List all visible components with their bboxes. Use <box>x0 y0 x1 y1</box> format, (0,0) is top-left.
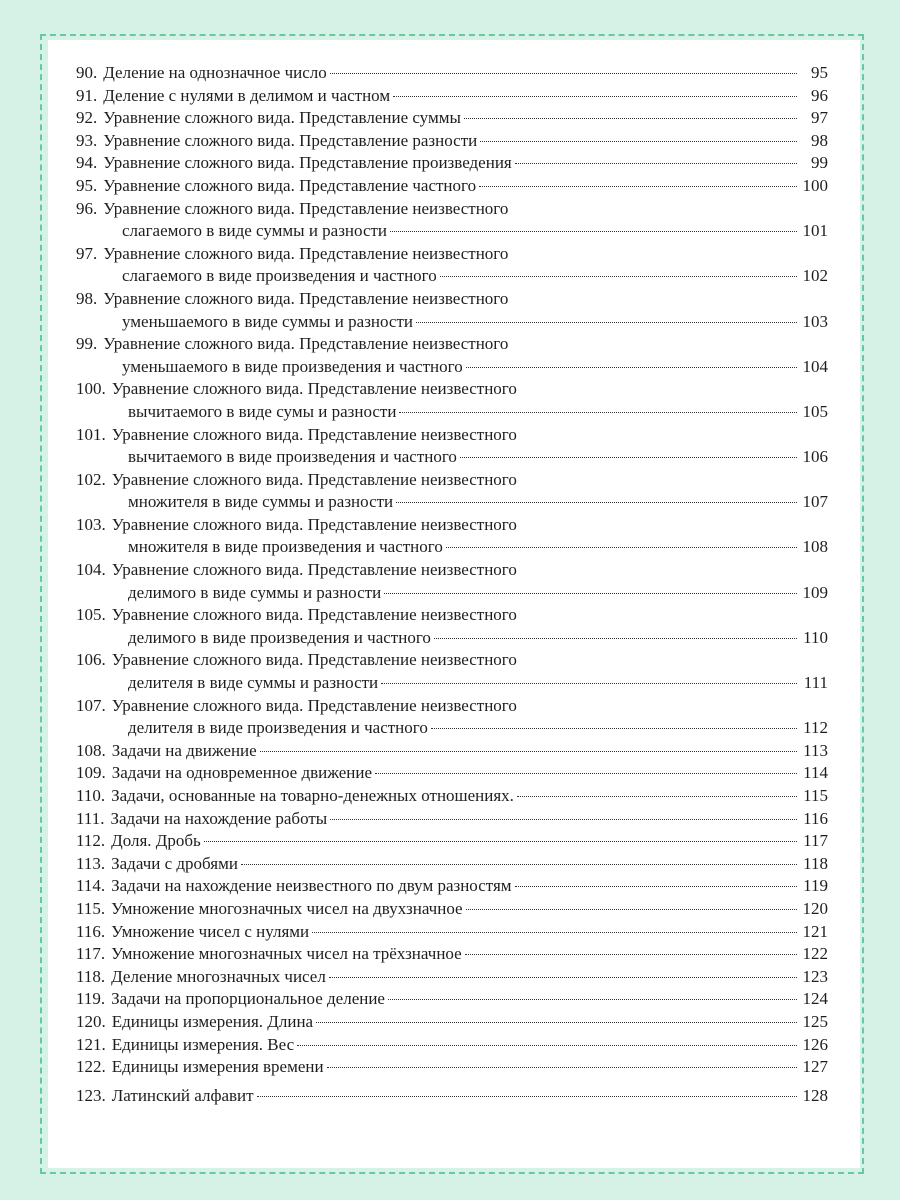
toc-line <box>76 627 828 650</box>
toc-page-number: 104 <box>802 356 828 376</box>
toc-page-number: 109 <box>802 582 828 602</box>
toc-entry-title: Умножение чисел с нулями <box>111 921 310 941</box>
toc-entry-number: 120. <box>76 1011 106 1031</box>
toc-entry-title: Задачи на одновременное движение <box>111 763 373 783</box>
toc-line <box>76 717 828 740</box>
toc-line <box>76 808 828 831</box>
dot-leader <box>515 163 797 164</box>
toc-line <box>76 198 828 221</box>
dot-leader <box>480 141 797 142</box>
toc-line <box>76 649 828 672</box>
table-of-contents <box>76 62 828 1107</box>
toc-line <box>76 898 828 921</box>
toc-line <box>76 988 828 1011</box>
toc-entry-title: Задачи на нахождение работы <box>110 808 328 828</box>
toc-page-number: 112 <box>803 718 828 738</box>
toc-entry-title: делителя в виде произведения и частного <box>128 718 428 738</box>
toc-entry-title: Уравнение сложного вида. Представление неизвестного <box>111 695 517 715</box>
toc-entry-number: 117. <box>76 944 106 964</box>
toc-entry <box>76 333 828 378</box>
toc-entry-title: Задачи, основанные на товарно-денежных отношениях. <box>111 786 514 805</box>
toc-entry-number: 123. <box>76 1085 106 1105</box>
toc-entry <box>76 152 828 175</box>
toc-entry <box>76 649 828 694</box>
toc-entry-number: 121. <box>76 1034 106 1054</box>
toc-entry-title: Уравнение сложного вида. Представление неизвестного <box>103 198 509 218</box>
toc-entry <box>76 785 828 808</box>
toc-entry-number: 104. <box>76 560 106 580</box>
toc-entry-number: 109. <box>76 763 106 783</box>
toc-entry-title: делимого в виде суммы и разности <box>128 582 382 602</box>
toc-line <box>76 152 828 175</box>
toc-line <box>76 514 828 537</box>
toc-entry-title: слагаемого в виде произведения и частного <box>122 266 437 286</box>
toc-entry <box>76 288 828 333</box>
toc-line <box>76 311 828 334</box>
toc-entry-number: 98. <box>76 288 98 308</box>
toc-page-number: 110 <box>803 627 828 647</box>
toc-page-number: 118 <box>803 853 828 873</box>
toc-entry-number: 113. <box>76 853 106 873</box>
toc-entry-title: Единицы измерения. Длина <box>111 1011 314 1031</box>
dot-leader <box>431 728 797 729</box>
dot-leader <box>330 73 797 74</box>
toc-entry <box>76 424 828 469</box>
toc-entry-title: Деление с нулями в делимом и частном <box>103 85 391 105</box>
toc-page-number: 107 <box>802 492 828 512</box>
toc-page-number: 98 <box>811 130 828 150</box>
toc-page-number: 95 <box>811 63 828 82</box>
toc-entry-title: Умножение многозначных чисел на двухзначное <box>111 898 463 918</box>
toc-entry-title: Уравнение сложного вида. Представление неизвестного <box>103 288 509 308</box>
toc-line <box>76 695 828 718</box>
toc-entry <box>76 740 828 763</box>
toc-line <box>76 491 828 514</box>
toc-page-number: 111 <box>803 673 828 693</box>
toc-entry-number: 119. <box>76 989 106 1009</box>
dot-leader <box>327 1067 797 1068</box>
toc-entry <box>76 198 828 243</box>
toc-entry <box>76 559 828 604</box>
toc-entry-number: 94. <box>76 153 98 173</box>
toc-entry-title: Уравнение сложного вида. Представление неизвестного <box>111 424 517 444</box>
toc-page-number: 102 <box>802 266 828 286</box>
dot-leader <box>434 638 797 639</box>
dot-leader <box>466 367 797 368</box>
toc-entry-title: Уравнение сложного вида. Представление частного <box>103 175 477 195</box>
toc-entry <box>76 130 828 153</box>
toc-page-number: 117 <box>803 831 828 851</box>
toc-line <box>76 175 828 198</box>
toc-line <box>76 875 828 898</box>
dot-leader <box>515 886 797 887</box>
toc-entry-title: Умножение многозначных чисел на трёхзначное <box>111 944 462 964</box>
toc-page-number: 97 <box>811 108 828 128</box>
toc-line <box>76 1085 828 1108</box>
toc-page-number: 114 <box>803 763 828 783</box>
toc-entry-title: вычитаемого в виде сумы и разности <box>128 401 397 421</box>
toc-entry-title: уменьшаемого в виде суммы и разности <box>122 311 414 331</box>
toc-page-number: 96 <box>811 85 828 105</box>
toc-entry <box>76 1085 828 1108</box>
toc-entry-title: множителя в виде суммы и разности <box>128 492 394 512</box>
toc-entry-title: Уравнение сложного вида. Представление неизвестного <box>111 469 517 489</box>
toc-line <box>76 85 828 108</box>
toc-entry <box>76 830 828 853</box>
dot-leader <box>381 683 797 684</box>
toc-entry-number: 91. <box>76 85 98 105</box>
toc-entry-title: слагаемого в виде суммы и разности <box>122 221 388 241</box>
toc-entry-number: 93. <box>76 130 98 150</box>
toc-entry-number: 118. <box>76 966 106 986</box>
toc-page-number: 115 <box>803 786 828 805</box>
toc-line <box>76 921 828 944</box>
toc-entry <box>76 988 828 1011</box>
dot-leader <box>399 412 797 413</box>
toc-entry-title: Единицы измерения. Вес <box>111 1034 295 1054</box>
toc-entry-title: Уравнение сложного вида. Представление суммы <box>103 108 461 128</box>
toc-entry <box>76 853 828 876</box>
toc-line <box>76 62 828 85</box>
toc-entry-title: Деление многозначных чисел <box>111 966 326 986</box>
toc-page-number: 119 <box>803 876 828 896</box>
toc-entry <box>76 921 828 944</box>
toc-entry-number: 92. <box>76 108 98 128</box>
toc-page-number: 122 <box>802 944 828 964</box>
toc-entry-title: Латинский алфавит <box>111 1085 254 1105</box>
toc-entry <box>76 175 828 198</box>
toc-line <box>76 1056 828 1079</box>
toc-line <box>76 740 828 763</box>
toc-entry <box>76 1011 828 1034</box>
toc-line <box>76 536 828 559</box>
dot-leader <box>390 231 797 232</box>
toc-entry-number: 103. <box>76 514 106 534</box>
toc-entry-number: 100. <box>76 379 106 399</box>
dot-leader <box>241 864 797 865</box>
toc-entry-number: 102. <box>76 469 106 489</box>
toc-entry-number: 97. <box>76 243 98 263</box>
toc-line <box>76 220 828 243</box>
toc-page-number: 99 <box>811 153 828 173</box>
toc-entry-number: 106. <box>76 650 106 670</box>
toc-entry <box>76 514 828 559</box>
dot-leader <box>440 276 797 277</box>
toc-entry-number: 96. <box>76 198 98 218</box>
toc-entry-number: 105. <box>76 605 106 625</box>
toc-entry-number: 114. <box>76 876 106 896</box>
dot-leader <box>460 457 797 458</box>
dot-leader <box>465 954 797 955</box>
toc-line <box>76 966 828 989</box>
toc-entry-number: 90. <box>76 63 98 82</box>
dot-leader <box>446 547 797 548</box>
toc-entry-title: Уравнение сложного вида. Представление неизвестного <box>111 560 517 580</box>
toc-page-number: 124 <box>802 989 828 1009</box>
dot-leader <box>393 96 797 97</box>
toc-entry-title: Уравнение сложного вида. Представление неизвестного <box>111 605 517 625</box>
toc-entry <box>76 243 828 288</box>
toc-entry-number: 107. <box>76 695 106 715</box>
toc-page-number: 106 <box>802 447 828 467</box>
toc-line <box>76 582 828 605</box>
toc-line <box>76 446 828 469</box>
toc-entry-title: делителя в виде суммы и разности <box>128 673 379 693</box>
toc-line <box>76 853 828 876</box>
toc-page-number: 103 <box>802 311 828 331</box>
toc-line <box>76 943 828 966</box>
toc-line <box>76 265 828 288</box>
toc-page-number: 105 <box>802 401 828 421</box>
toc-entry-title: Уравнение сложного вида. Представление произведения <box>103 153 512 173</box>
toc-entry <box>76 107 828 130</box>
toc-entry <box>76 378 828 423</box>
dot-leader <box>466 909 797 910</box>
dot-leader <box>384 593 797 594</box>
toc-page-number: 126 <box>802 1034 828 1054</box>
toc-entry-number: 110. <box>76 786 106 805</box>
dot-leader <box>316 1022 797 1023</box>
dot-leader <box>312 932 797 933</box>
toc-line <box>76 1034 828 1057</box>
dot-leader <box>464 118 797 119</box>
toc-entry-title: Уравнение сложного вида. Представление неизвестного <box>111 379 517 399</box>
toc-entry <box>76 1056 828 1079</box>
toc-entry-title: Деление на однозначное число <box>103 63 327 82</box>
toc-entry-title: делимого в виде произведения и частного <box>128 627 431 647</box>
toc-line <box>76 333 828 356</box>
toc-entry-title: Уравнение сложного вида. Представление неизвестного <box>103 334 509 354</box>
dot-leader <box>257 1096 797 1097</box>
toc-entry <box>76 943 828 966</box>
toc-entry <box>76 966 828 989</box>
dot-leader <box>297 1045 797 1046</box>
toc-page-number: 121 <box>802 921 828 941</box>
dot-leader <box>330 819 797 820</box>
toc-line <box>76 243 828 266</box>
toc-page-number: 123 <box>802 966 828 986</box>
toc-entry-number: 111. <box>76 808 105 828</box>
toc-entry-title: Уравнение сложного вида. Представление неизвестного <box>111 650 517 670</box>
toc-line <box>76 130 828 153</box>
toc-page-number: 116 <box>803 808 828 828</box>
toc-page-number: 100 <box>802 175 828 195</box>
dot-leader <box>204 841 797 842</box>
dot-leader <box>388 999 797 1000</box>
toc-line <box>76 604 828 627</box>
toc-page-number: 108 <box>802 537 828 557</box>
toc-entry-title: Уравнение сложного вида. Представление неизвестного <box>111 514 517 534</box>
toc-entry-title: Доля. Дробь <box>111 831 201 851</box>
toc-entry-number: 116. <box>76 921 106 941</box>
toc-page-number: 120 <box>802 898 828 918</box>
toc-line <box>76 356 828 379</box>
dot-leader <box>375 773 797 774</box>
toc-entry-title: вычитаемого в виде произведения и частного <box>128 447 457 467</box>
toc-line <box>76 288 828 311</box>
dot-leader <box>396 502 797 503</box>
toc-entry-number: 115. <box>76 898 106 918</box>
toc-entry <box>76 604 828 649</box>
toc-entry-number: 108. <box>76 740 106 760</box>
toc-page-number: 125 <box>802 1011 828 1031</box>
toc-entry-title: Задачи с дробями <box>111 853 238 873</box>
toc-entry <box>76 469 828 514</box>
toc-entry-number: 122. <box>76 1057 106 1077</box>
toc-entry <box>76 695 828 740</box>
toc-entry-number: 95. <box>76 175 98 195</box>
toc-entry-title: Задачи на движение <box>111 740 257 760</box>
toc-entry-title: Единицы измерения времени <box>111 1057 324 1077</box>
dot-leader <box>416 322 797 323</box>
toc-entry-title: Задачи на нахождение неизвестного по двум разностям <box>111 876 512 896</box>
toc-entry-title: множителя в виде произведения и частного <box>128 537 443 557</box>
toc-entry-title: уменьшаемого в виде произведения и частного <box>122 356 463 376</box>
toc-line <box>76 559 828 582</box>
toc-entry-number: 99. <box>76 334 98 354</box>
toc-line <box>76 469 828 492</box>
toc-line <box>76 107 828 130</box>
toc-entry-title: Уравнение сложного вида. Представление неизвестного <box>103 243 509 263</box>
toc-entry-number: 101. <box>76 424 106 444</box>
toc-entry <box>76 1034 828 1057</box>
toc-line <box>76 1011 828 1034</box>
toc-entry <box>76 85 828 108</box>
dot-leader <box>329 977 797 978</box>
toc-entry <box>76 875 828 898</box>
toc-line <box>76 401 828 424</box>
toc-entry <box>76 808 828 831</box>
toc-entry <box>76 898 828 921</box>
toc-entry-number: 112. <box>76 831 106 851</box>
toc-line <box>76 762 828 785</box>
toc-line <box>76 672 828 695</box>
toc-line <box>76 785 828 808</box>
toc-page-number: 101 <box>802 221 828 241</box>
dot-leader <box>260 751 797 752</box>
dot-leader <box>517 796 797 797</box>
toc-entry-title: Уравнение сложного вида. Представление разности <box>103 130 478 150</box>
toc-entry <box>76 762 828 785</box>
toc-line <box>76 830 828 853</box>
toc-entry-title: Задачи на пропорциональное деление <box>111 989 385 1009</box>
toc-page-number: 128 <box>802 1085 828 1105</box>
toc-line <box>76 424 828 447</box>
dot-leader <box>479 186 797 187</box>
toc-page-number: 113 <box>803 740 828 760</box>
toc-entry <box>76 62 828 85</box>
toc-page-number: 127 <box>802 1057 828 1077</box>
toc-line <box>76 378 828 401</box>
